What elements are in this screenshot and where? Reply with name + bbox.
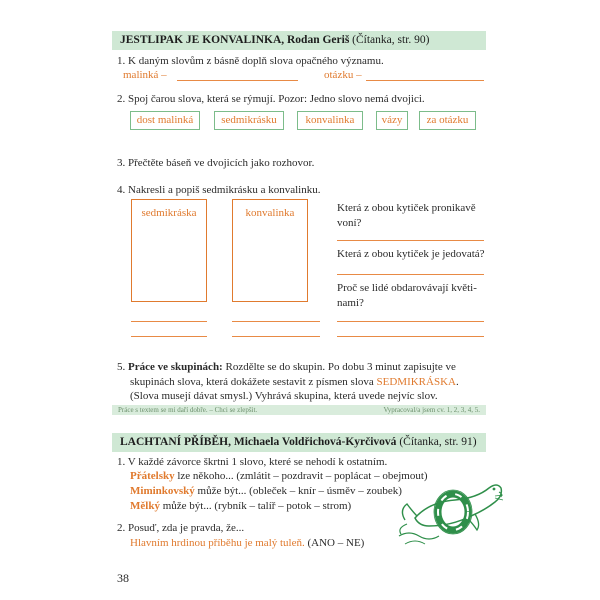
- section-header-konvalinka: [112, 31, 486, 50]
- description-line[interactable]: [131, 336, 207, 337]
- s2-task1-options: lze někoho... (zmlátit – pozdravit – poplácat – obejmout): [174, 470, 428, 482]
- task5-line2-text: skupinách slova, která dokážete sestavit z písmen slova: [130, 376, 374, 388]
- task5-line1-text: Rozdělte se do skupin. Po dobu 3 minut zapisujte ve: [225, 361, 456, 373]
- section-title: LACHTANÍ PŘÍBĚH, Michaela Voldřichová-Kyrčivová: [120, 436, 397, 448]
- seal-illustration-icon: [395, 458, 507, 554]
- drawing-box-konvalinka[interactable]: [232, 199, 308, 302]
- task5-number: 5.: [117, 361, 126, 373]
- s2-task1-keyword: Mělký: [130, 500, 160, 512]
- answer-line-fragrance[interactable]: [337, 240, 484, 241]
- s2-task2-instruction: 2. Posuď, zda je pravda, že...: [117, 522, 245, 534]
- page-number: 38: [117, 571, 129, 585]
- self-evaluation-left: Práce s textem se mi daří dobře. – Chci se zlepšit.: [118, 406, 258, 414]
- question-fragrance-line1: Která z obou kytiček pronikavě: [337, 202, 476, 214]
- s2-task1-instruction: 1. V každé závorce škrtni 1 slovo, které se nehodí k ostatním.: [117, 456, 388, 468]
- task1-answer-line-2[interactable]: [366, 80, 484, 81]
- s2-task1-line: [130, 499, 351, 514]
- drawing-box-label: konvalinka: [245, 207, 295, 219]
- task5-bold-label: Práce ve skupinách:: [128, 361, 223, 373]
- s2-task2-answer: (ANO – NE): [307, 537, 365, 549]
- task5-line1: [117, 360, 456, 375]
- drawing-box-label: sedmikráska: [141, 207, 197, 219]
- answer-line-poisonous[interactable]: [337, 274, 484, 275]
- section-reference: (Čítanka, str. 91): [399, 436, 477, 448]
- description-line[interactable]: [131, 321, 207, 322]
- rhyme-word-box[interactable]: sedmikrásku: [214, 111, 284, 130]
- rhyme-word-box[interactable]: konvalinka: [297, 111, 363, 130]
- task3-instruction: 3. Přečtěte báseň ve dvojicích jako rozhovor.: [117, 157, 315, 169]
- task2-instruction: 2. Spoj čarou slova, která se rýmují. Pozor: Jedno slovo nemá dvojici.: [117, 93, 425, 105]
- question-gifting-line1: Proč se lidé obdarovávají květi-: [337, 282, 477, 294]
- question-gifting-line2: nami?: [337, 297, 364, 309]
- section-title: JESTLIPAK JE KONVALINKA, Rodan Geriš: [120, 34, 350, 46]
- section-header-lachtani: [112, 433, 486, 452]
- description-line[interactable]: [232, 336, 320, 337]
- answer-line-gifting[interactable]: [337, 336, 484, 337]
- s2-task2-statement-line: [130, 536, 364, 551]
- s2-task1-line: [130, 484, 402, 499]
- drawing-box-sedmikraska[interactable]: [131, 199, 207, 302]
- rhyme-word-box[interactable]: dost malinká: [130, 111, 200, 130]
- s2-task1-keyword: Přátelsky: [130, 470, 175, 482]
- task1-instruction: 1. K daným slovům z básně doplň slova opačného významu.: [117, 55, 384, 67]
- description-line[interactable]: [232, 321, 320, 322]
- task1-word-otazku: otázku –: [324, 69, 362, 81]
- task5-line2: [130, 375, 459, 390]
- s2-task1-options: může být... (obleček – knír – úsměv – zoubek): [194, 485, 402, 497]
- section-reference: (Čítanka, str. 90): [352, 34, 430, 46]
- task1-word-malinka: malinká –: [123, 69, 167, 81]
- task4-instruction: 4. Nakresli a popiš sedmikrásku a konvalinku.: [117, 184, 321, 196]
- task5-line3: (Slova musejí dávat smysl.) Vyhrává skupina, která uvede nejvíc slov.: [130, 390, 438, 402]
- s2-task1-keyword: Miminkovský: [130, 485, 195, 497]
- question-fragrance-line2: voní?: [337, 217, 362, 229]
- question-poisonous: Která z obou kytiček je jedovatá?: [337, 248, 485, 260]
- task5-highlight-word: SEDMIKRÁSKA: [376, 376, 456, 388]
- task5-line2-end: .: [455, 376, 459, 388]
- self-evaluation-strip: [112, 405, 486, 415]
- rhyme-word-box[interactable]: vázy: [376, 111, 408, 130]
- self-evaluation-right: Vypracoval/a jsem cv. 1, 2, 3, 4, 5.: [383, 406, 480, 414]
- task1-answer-line-1[interactable]: [177, 80, 298, 81]
- answer-line-gifting[interactable]: [337, 321, 484, 322]
- s2-task1-line: [130, 469, 428, 484]
- rhyme-word-box[interactable]: za otázku: [419, 111, 476, 130]
- s2-task2-statement: Hlavním hrdinou příběhu je malý tuleň.: [130, 537, 305, 549]
- s2-task1-options: může být... (rybník – talíř – potok – strom): [159, 500, 352, 512]
